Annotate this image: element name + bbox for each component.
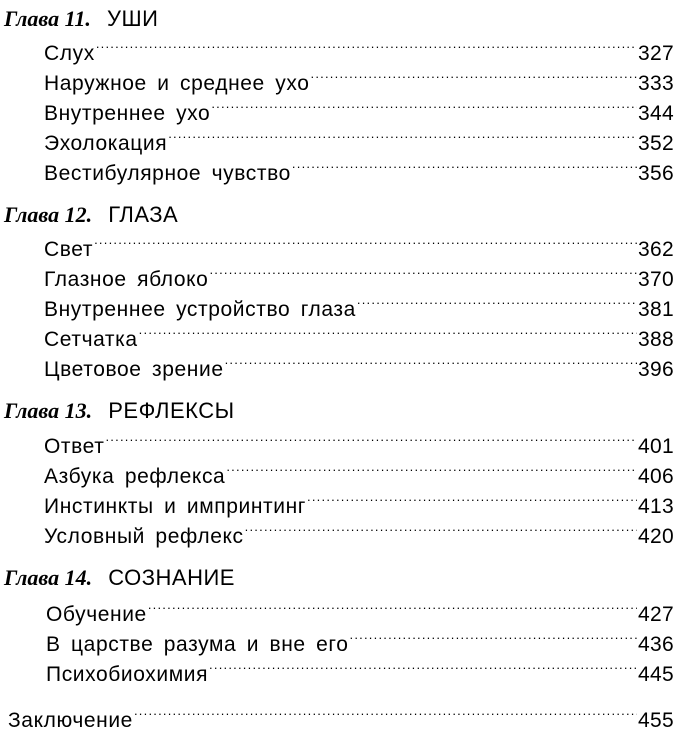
entry-title: Глазное яблоко (44, 268, 209, 291)
dot-leader (357, 290, 637, 316)
entry-title: Условный рефлекс (44, 525, 244, 548)
chapter-title: ГЛАЗА (108, 202, 179, 227)
chapter-heading (4, 6, 158, 32)
dot-leader (226, 457, 637, 483)
entry-page: 413 (638, 495, 674, 518)
entry-title: Слух (44, 42, 95, 65)
toc-entry[interactable] (44, 230, 674, 263)
dot-leader (168, 124, 637, 150)
entry-page: 445 (638, 663, 674, 686)
toc-entry[interactable] (44, 124, 674, 157)
entry-page: 362 (638, 238, 674, 261)
toc-entry[interactable] (44, 427, 674, 460)
entry-title: Заключение (8, 709, 133, 732)
chapter-title: СОЗНАНИЕ (108, 565, 235, 590)
entry-title: Свет (44, 238, 94, 261)
chapter-label: Глава 12. (4, 202, 93, 227)
entry-title: Ответ (44, 435, 105, 458)
dot-leader (94, 230, 637, 256)
chapter-heading (4, 398, 235, 424)
dot-leader (148, 595, 637, 621)
chapter-heading (4, 565, 235, 591)
entry-title: Инстинкты и импринтинг (44, 495, 307, 518)
entry-page: 396 (638, 358, 674, 381)
entry-page: 427 (638, 603, 674, 626)
toc-entry[interactable] (46, 655, 674, 688)
entry-page: 401 (638, 435, 674, 458)
entry-page: 406 (638, 465, 674, 488)
toc-entry[interactable] (46, 595, 674, 628)
toc-entry[interactable] (44, 320, 674, 353)
dot-leader (307, 487, 637, 513)
dot-leader (209, 260, 637, 286)
toc-entry[interactable] (44, 290, 674, 323)
toc-entry[interactable] (44, 34, 674, 67)
dot-leader (209, 655, 637, 681)
dot-leader (139, 320, 637, 346)
entry-title: Сетчатка (44, 328, 138, 351)
entry-title: Цветовое зрение (44, 358, 224, 381)
entry-page: 333 (638, 72, 674, 95)
dot-leader (96, 34, 637, 60)
entry-page: 420 (638, 525, 674, 548)
dot-leader (350, 625, 638, 651)
toc-entry[interactable] (44, 260, 674, 293)
entry-title: Внутреннее устройство глаза (44, 298, 356, 321)
entry-page: 436 (638, 633, 674, 656)
dot-leader (292, 154, 637, 180)
entry-page: 370 (638, 268, 674, 291)
entry-page: 344 (638, 102, 674, 125)
dot-leader (311, 64, 638, 90)
toc-entry[interactable] (44, 64, 674, 97)
chapter-label: Глава 11. (4, 6, 91, 31)
entry-title: Психобиохимия (46, 663, 209, 686)
toc-entry-conclusion[interactable] (8, 701, 674, 734)
entry-page: 455 (638, 709, 674, 732)
toc-entry[interactable] (44, 154, 674, 187)
toc-entry[interactable] (44, 487, 674, 520)
dot-leader (134, 701, 637, 727)
toc-entry[interactable] (46, 625, 674, 658)
entry-title: Азбука рефлекса (44, 465, 226, 488)
toc-entry[interactable] (44, 517, 674, 550)
toc-entry[interactable] (44, 94, 674, 127)
entry-page: 327 (638, 42, 674, 65)
entry-page: 388 (638, 328, 674, 351)
toc-entry[interactable] (44, 457, 674, 490)
entry-title: Наружное и среднее ухо (44, 72, 310, 95)
entry-title: В царстве разума и вне его (46, 633, 349, 656)
dot-leader (225, 350, 637, 376)
chapter-heading (4, 202, 178, 228)
chapter-title: РЕФЛЕКСЫ (108, 398, 235, 423)
dot-leader (211, 94, 637, 120)
entry-title: Внутреннее ухо (44, 102, 211, 125)
entry-page: 356 (638, 162, 674, 185)
chapter-title: УШИ (107, 6, 159, 31)
chapter-label: Глава 13. (4, 398, 93, 423)
chapter-label: Глава 14. (4, 565, 93, 590)
entry-title: Обучение (46, 603, 147, 626)
entry-page: 381 (638, 298, 674, 321)
toc-entry[interactable] (44, 350, 674, 383)
dot-leader (105, 427, 637, 453)
entry-page: 352 (638, 132, 674, 155)
entry-title: Вестибулярное чувство (44, 162, 291, 185)
dot-leader (245, 517, 637, 543)
entry-title: Эхолокация (44, 132, 168, 155)
